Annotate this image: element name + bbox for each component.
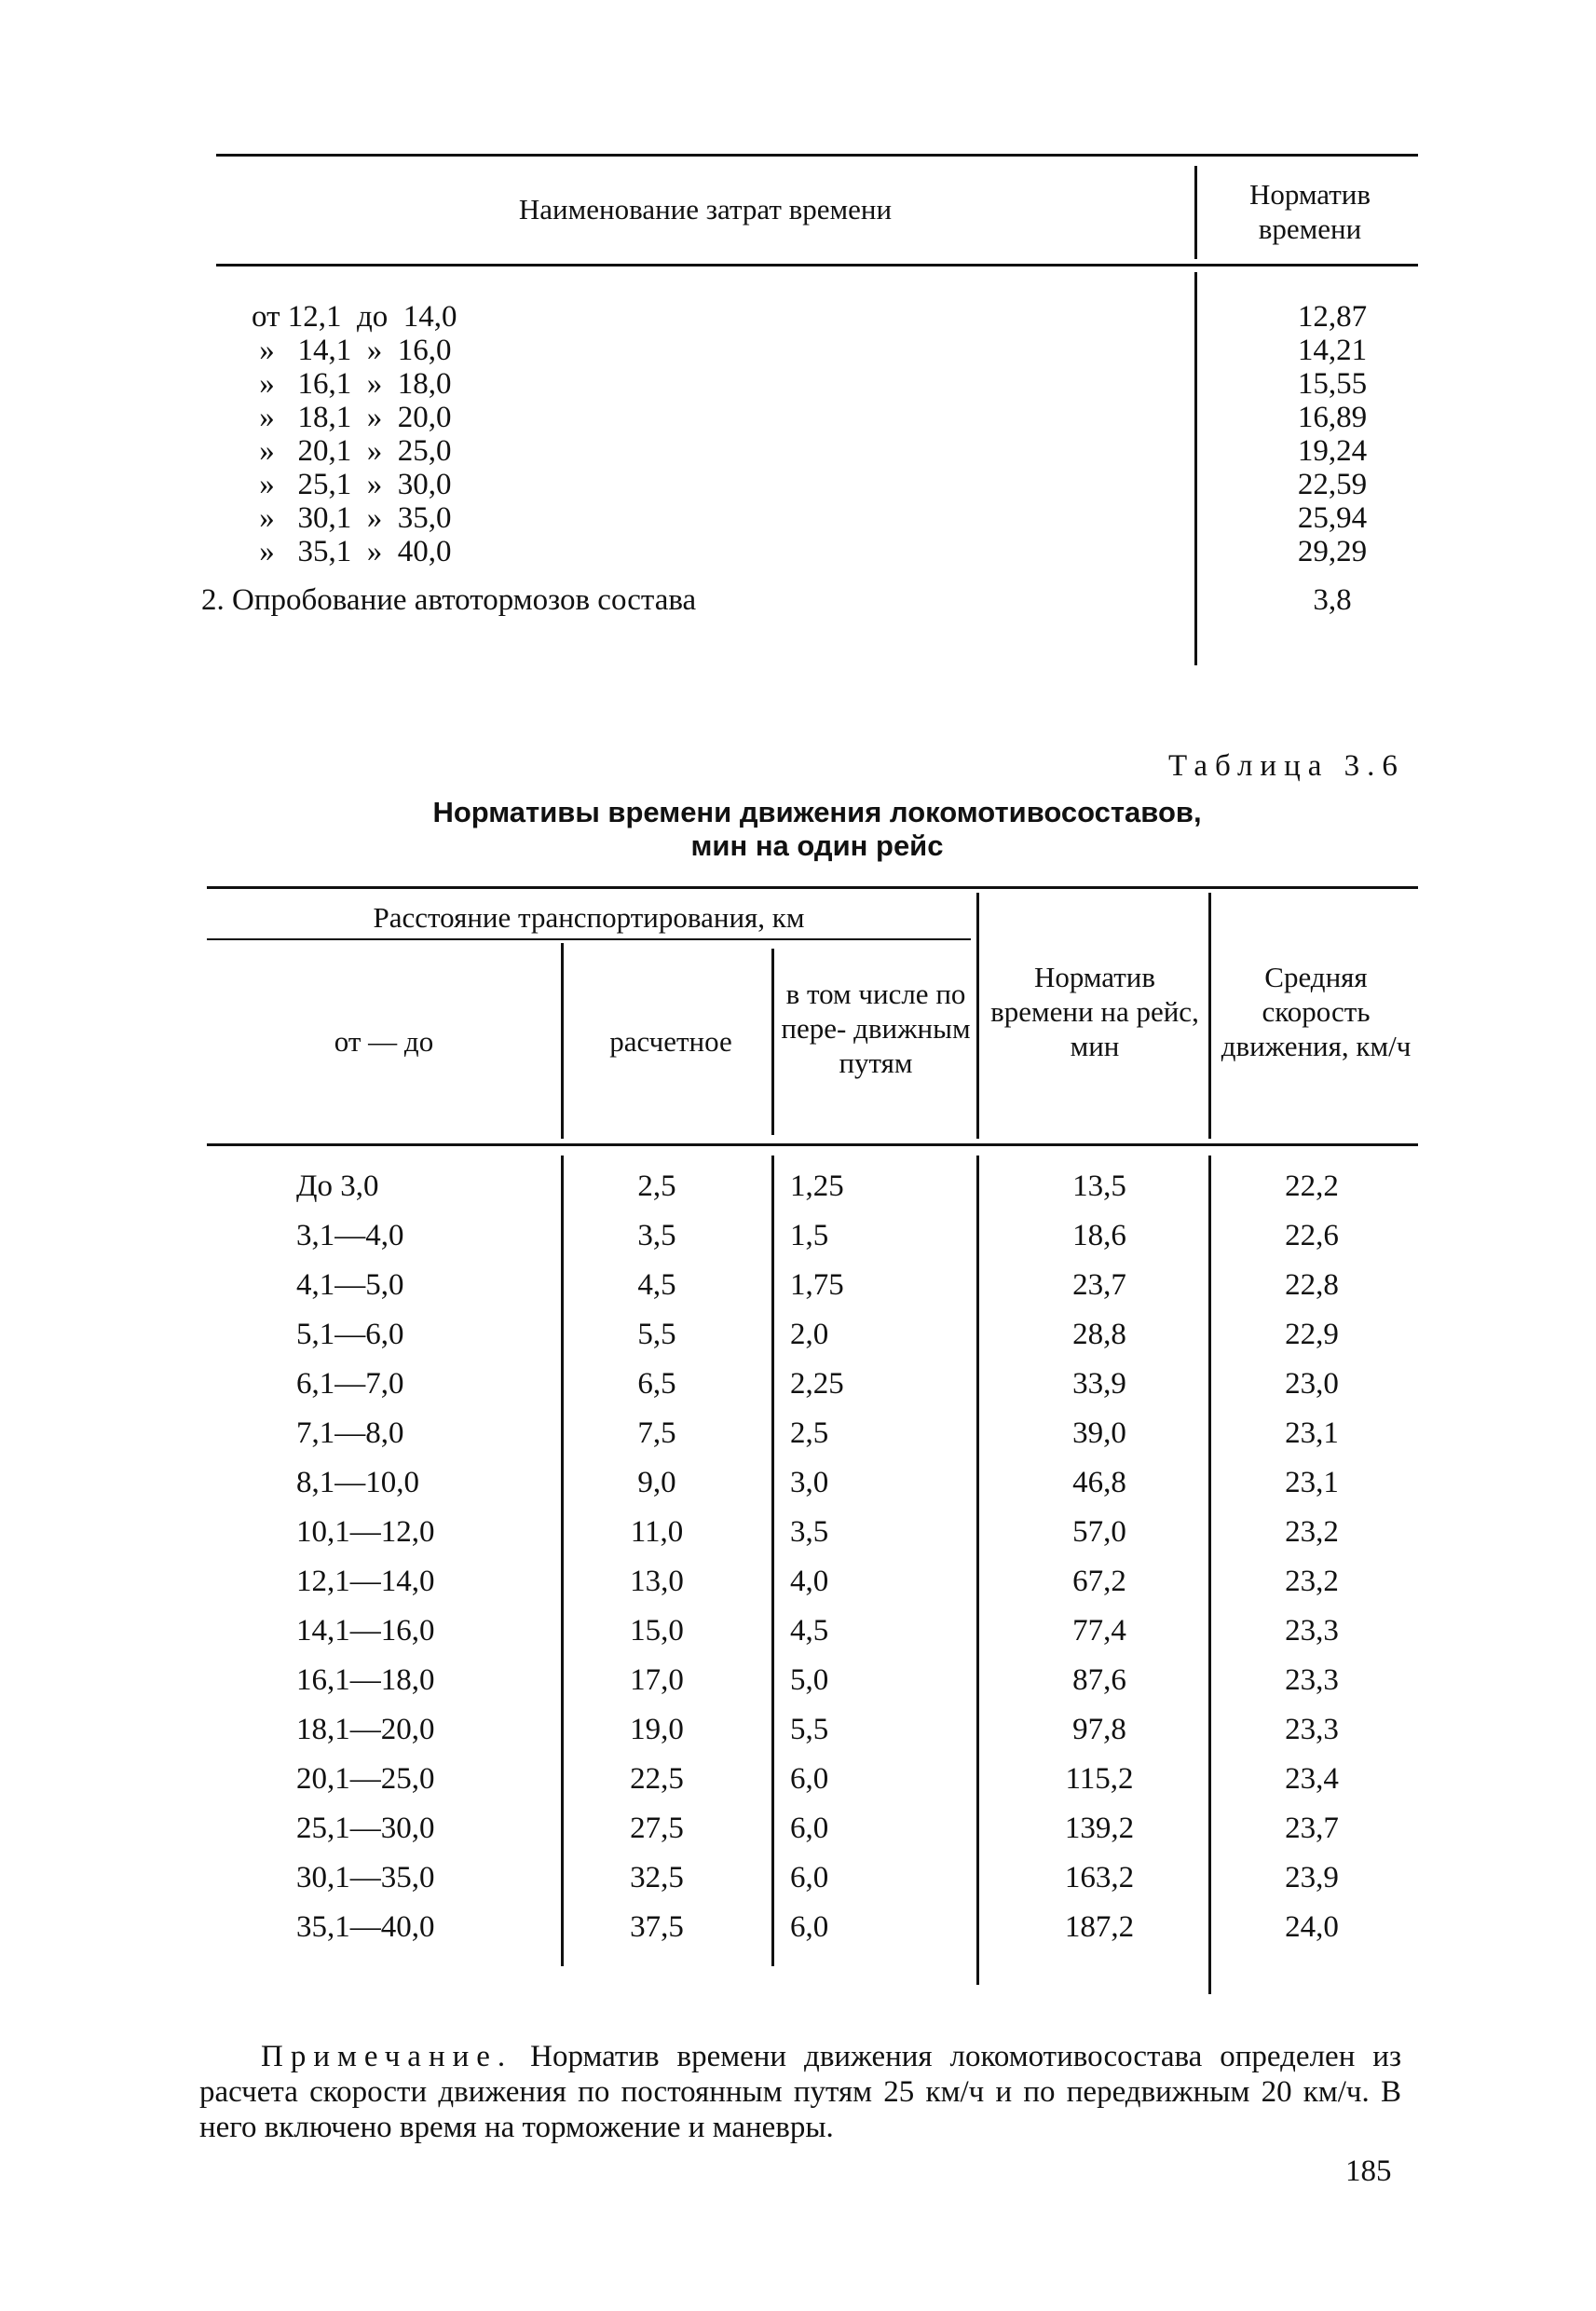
table1-range-row: » 30,1 » 35,0: [252, 501, 452, 535]
table1-range-row: » 25,1 » 30,0: [252, 468, 452, 501]
table2-title-line1: Нормативы времени движения локомотивосоставов,: [432, 796, 1202, 828]
table1-header-norm: Норматив времени: [1248, 178, 1371, 245]
table2-col-speed: Средняя скорость движения, км/ч: [1221, 961, 1412, 1062]
table1-item2-label: 2. Опробование автотормозов состава: [201, 583, 697, 617]
table2-cell-speed: 23,3: [1285, 1713, 1339, 1746]
table2-cell-calc: 37,5: [630, 1910, 684, 1944]
table1-range-value: 15,55: [1297, 367, 1368, 401]
table2-divider-h2: [771, 949, 774, 1135]
table2-cell-speed: 23,3: [1285, 1614, 1339, 1648]
table2-cell-norm: 33,9: [1072, 1367, 1126, 1401]
table2-cell-range: 5,1—6,0: [296, 1318, 404, 1351]
table2-cell-range: 7,1—8,0: [296, 1416, 404, 1450]
table2-cell-norm: 39,0: [1072, 1416, 1126, 1450]
table1-column-divider: [1194, 166, 1197, 259]
table2-cell-speed: 22,9: [1285, 1318, 1339, 1351]
table2-cell-mobile: 2,5: [790, 1416, 829, 1450]
table2-label: Таблица 3.6: [1168, 749, 1405, 783]
table2-cell-mobile: 6,0: [790, 1812, 829, 1845]
table-row: [0, 1458, 1596, 1508]
note-label: Примечание.: [261, 2040, 513, 2073]
table2-cell-speed: 23,7: [1285, 1812, 1339, 1845]
table2-group-rule: [207, 938, 971, 940]
table2-cell-mobile: 2,25: [790, 1367, 844, 1401]
table1-top-rule: [216, 154, 1418, 157]
table2-cell-range: 14,1—16,0: [296, 1614, 435, 1648]
table1-range-value: 16,89: [1297, 401, 1368, 434]
table2-cell-speed: 23,0: [1285, 1367, 1339, 1401]
table2-col-from-to: от — до: [334, 1025, 434, 1058]
table2-cell-mobile: 3,5: [790, 1515, 829, 1549]
table-row: [0, 1607, 1596, 1656]
table1-range-value: 12,87: [1297, 300, 1368, 334]
table2-group-header: Расстояние транспортирования, км: [373, 901, 805, 934]
table-row: [0, 1853, 1596, 1903]
table-row: [0, 1755, 1596, 1804]
table1-column-divider-body: [1194, 272, 1197, 665]
table2-cell-mobile: 1,25: [790, 1169, 844, 1203]
table2-cell-speed: 22,6: [1285, 1219, 1339, 1252]
table2-divider-h1: [561, 943, 564, 1139]
table1-range-value: 19,24: [1297, 434, 1368, 468]
table2-cell-range: 30,1—35,0: [296, 1861, 435, 1894]
table2-cell-norm: 77,4: [1072, 1614, 1126, 1648]
table2-cell-calc: 17,0: [630, 1663, 684, 1697]
table-row: [0, 1409, 1596, 1458]
table1-range-value: 29,29: [1297, 535, 1368, 568]
table2-cell-speed: 23,1: [1285, 1416, 1339, 1450]
table1-header-rule: [216, 264, 1418, 267]
table2-cell-mobile: 1,5: [790, 1219, 829, 1252]
table2-cell-speed: 24,0: [1285, 1910, 1339, 1944]
table-row: [0, 1310, 1596, 1360]
table2-cell-norm: 97,8: [1072, 1713, 1126, 1746]
table2-cell-calc: 4,5: [637, 1268, 676, 1302]
table1-range-row: » 20,1 » 25,0: [252, 434, 452, 468]
table2-header-rule: [207, 1143, 1418, 1146]
table2-cell-mobile: 6,0: [790, 1762, 829, 1796]
table2-cell-calc: 32,5: [630, 1861, 684, 1894]
table2-cell-calc: 13,0: [630, 1565, 684, 1598]
table-row: [0, 1656, 1596, 1705]
table2-cell-range: 25,1—30,0: [296, 1812, 435, 1845]
table2-cell-calc: 11,0: [630, 1515, 684, 1549]
table2-cell-mobile: 3,0: [790, 1466, 829, 1499]
table1-range-row: » 18,1 » 20,0: [252, 401, 452, 434]
table1-header-name: Наименование затрат времени: [518, 193, 893, 226]
table-row: [0, 1557, 1596, 1607]
table2-cell-speed: 23,4: [1285, 1762, 1339, 1796]
table2-cell-mobile: 6,0: [790, 1861, 829, 1894]
table-row: [0, 1903, 1596, 1952]
table2-top-rule: [207, 886, 1418, 889]
table2-cell-range: 6,1—7,0: [296, 1367, 404, 1401]
table1-range-list: [252, 300, 457, 568]
table2-cell-range: 8,1—10,0: [296, 1466, 419, 1499]
table1-range-value: 25,94: [1297, 501, 1368, 535]
table2-divider-h4: [1208, 893, 1211, 1139]
table2-cell-range: 4,1—5,0: [296, 1268, 404, 1302]
table2-cell-mobile: 1,75: [790, 1268, 844, 1302]
table1-range-row: от 12,1 до 14,0: [252, 300, 457, 334]
table-row: [0, 1804, 1596, 1853]
table2-cell-range: 16,1—18,0: [296, 1663, 435, 1697]
table2-cell-calc: 7,5: [637, 1416, 676, 1450]
table2-cell-calc: 5,5: [637, 1318, 676, 1351]
table1-item2-value: 3,8: [1313, 583, 1352, 617]
note: [199, 2039, 1401, 2145]
table-row: [0, 1261, 1596, 1310]
table2-cell-norm: 23,7: [1072, 1268, 1126, 1302]
table-row: [0, 1705, 1596, 1755]
table2-cell-range: 18,1—20,0: [296, 1713, 435, 1746]
table2-cell-norm: 87,6: [1072, 1663, 1126, 1697]
table2-cell-mobile: 4,5: [790, 1614, 829, 1648]
table2-col-mobile: в том числе по пере- движным путям: [781, 978, 971, 1079]
table2-cell-range: 3,1—4,0: [296, 1219, 404, 1252]
table2-cell-speed: 23,9: [1285, 1861, 1339, 1894]
table1-range-values: [1248, 300, 1416, 568]
table2-cell-calc: 9,0: [637, 1466, 676, 1499]
table1-range-value: 22,59: [1297, 468, 1368, 501]
table-row: [0, 1508, 1596, 1557]
table2-cell-norm: 18,6: [1072, 1219, 1126, 1252]
table2-cell-range: 20,1—25,0: [296, 1762, 435, 1796]
table-row: [0, 1360, 1596, 1409]
table2-cell-calc: 27,5: [630, 1812, 684, 1845]
table2-cell-norm: 115,2: [1065, 1762, 1134, 1796]
table2-cell-mobile: 5,5: [790, 1713, 829, 1746]
table2-cell-speed: 23,2: [1285, 1565, 1339, 1598]
table2-cell-calc: 6,5: [637, 1367, 676, 1401]
table2-cell-norm: 139,2: [1064, 1812, 1135, 1845]
table1-range-value: 14,21: [1297, 334, 1368, 367]
page-number: 185: [1345, 2154, 1392, 2188]
table2-cell-norm: 46,8: [1072, 1466, 1126, 1499]
table2-cell-speed: 23,3: [1285, 1663, 1339, 1697]
table2-cell-range: 12,1—14,0: [296, 1565, 435, 1598]
table2-cell-norm: 28,8: [1072, 1318, 1126, 1351]
table2-cell-mobile: 4,0: [790, 1565, 829, 1598]
table2-cell-speed: 22,8: [1285, 1268, 1339, 1302]
table2-cell-speed: 23,1: [1285, 1466, 1339, 1499]
table2-cell-mobile: 6,0: [790, 1910, 829, 1944]
table2-cell-speed: 22,2: [1285, 1169, 1339, 1203]
table2-cell-range: 10,1—12,0: [296, 1515, 435, 1549]
table1-range-row: » 35,1 » 40,0: [252, 535, 452, 568]
table2-cell-calc: 3,5: [637, 1219, 676, 1252]
table2-cell-norm: 57,0: [1072, 1515, 1126, 1549]
table2-cell-norm: 67,2: [1072, 1565, 1126, 1598]
table1-range-row: » 14,1 » 16,0: [252, 334, 452, 367]
table-row: [0, 1211, 1596, 1261]
table2-cell-norm: 13,5: [1072, 1169, 1126, 1203]
table2-cell-mobile: 2,0: [790, 1318, 829, 1351]
table2-cell-mobile: 5,0: [790, 1663, 829, 1697]
table2-col-calc: расчетное: [609, 1025, 732, 1058]
table2-cell-norm: 187,2: [1064, 1910, 1135, 1944]
table2-cell-range: 35,1—40,0: [296, 1910, 435, 1944]
table2-cell-range: До 3,0: [296, 1169, 379, 1203]
note-text: Норматив времени движения локомотивосостава определен из расчета скорости движения по постоянным путям 25 км/ч и по передвижным 20 км/ч. В него включено время на торможение и маневры.: [199, 2040, 1401, 2144]
table2-cell-calc: 19,0: [630, 1713, 684, 1746]
table2-cell-calc: 15,0: [630, 1614, 684, 1648]
table-row: [0, 1162, 1596, 1211]
table2-divider-h3: [976, 893, 979, 1139]
table2-cell-speed: 23,2: [1285, 1515, 1339, 1549]
table2-col-norm: Норматив времени на рейс, мин: [990, 961, 1199, 1062]
table2-cell-calc: 22,5: [630, 1762, 684, 1796]
table1-range-row: » 16,1 » 18,0: [252, 367, 452, 401]
table2-cell-norm: 163,2: [1064, 1861, 1135, 1894]
table2-title-line2: мин на один рейс: [690, 829, 944, 862]
table2-cell-calc: 2,5: [637, 1169, 676, 1203]
